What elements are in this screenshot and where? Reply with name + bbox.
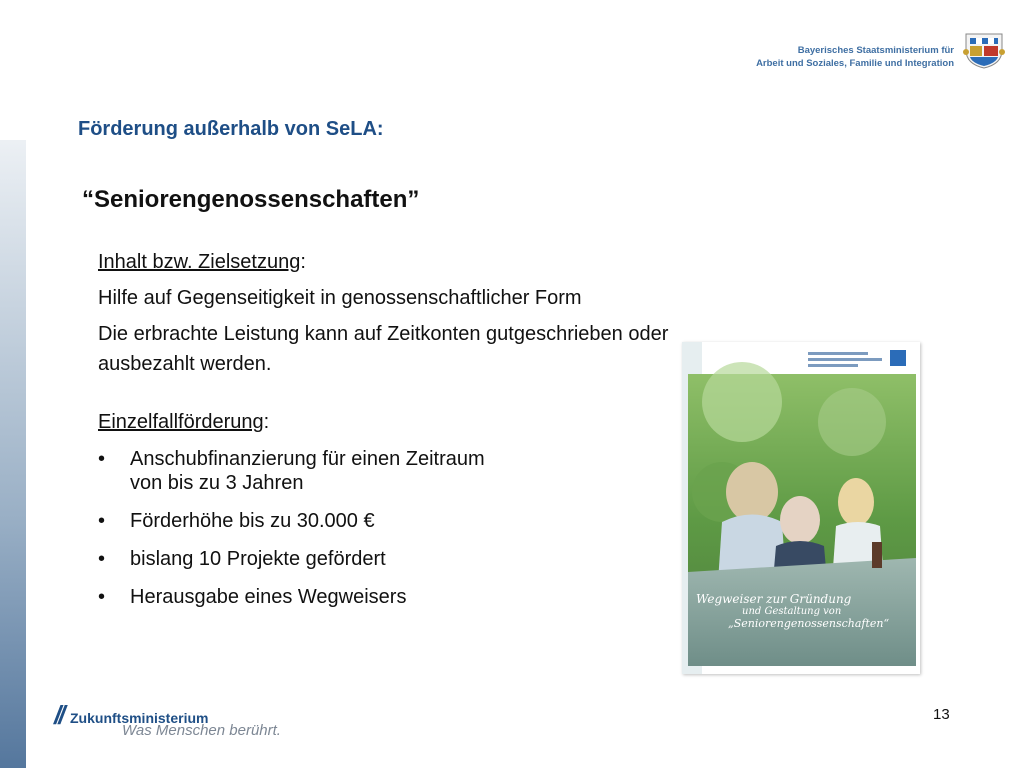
cover-title-line-1: Wegweiser zur Gründung — [696, 592, 852, 606]
list-item — [98, 585, 485, 609]
bullet-marker: • — [98, 548, 106, 570]
list-item — [98, 547, 485, 571]
page-number: 13 — [933, 706, 950, 723]
bullet-text: bislang 10 Projekte gefördert — [130, 548, 386, 570]
bavarian-coat-of-arms-icon — [962, 32, 1006, 70]
funding-bullet-list — [98, 447, 485, 623]
funding-heading — [98, 410, 269, 434]
ministry-line-1: Bayerisches Staatsministerium für — [797, 45, 954, 56]
goal-label-colon: : — [300, 251, 306, 273]
bullet-marker: • — [98, 510, 106, 532]
left-decorative-bar — [0, 140, 26, 768]
funding-label: Einzelfallförderung — [98, 411, 264, 433]
main-title: “Seniorengenossenschaften” — [82, 186, 420, 213]
brochure-cover-image — [682, 342, 920, 674]
bullet-text: Förderhöhe bis zu 30.000 € — [130, 510, 375, 532]
logo-slashes: // — [54, 700, 63, 730]
section-title: Förderung außerhalb von SeLA: — [78, 118, 384, 140]
list-item — [98, 447, 485, 495]
goal-heading — [98, 250, 306, 274]
list-item — [98, 509, 485, 533]
funding-label-colon: : — [263, 411, 270, 433]
cover-title-line-3: „Seniorengenossenschaften“ — [728, 617, 890, 630]
bullet-marker: • — [98, 448, 106, 470]
goal-line-1: Hilfe auf Gegenseitigkeit in genossenschaftlicher Form — [98, 287, 582, 309]
bullet-text-continuation: von bis zu 3 Jahren — [130, 472, 304, 494]
logo-name: Zukunftsministerium — [70, 710, 209, 726]
goal-label: Inhalt bzw. Zielsetzung — [98, 251, 301, 273]
bullet-text: Herausgabe eines Wegweisers — [130, 586, 407, 608]
bullet-marker: • — [98, 586, 106, 608]
goal-line-2a: Die erbrachte Leistung kann auf Zeitkonten gutgeschrieben oder — [98, 323, 669, 345]
bullet-text: Anschubfinanzierung für einen Zeitraum — [130, 448, 485, 470]
ministry-name — [756, 44, 954, 70]
goal-line-2b: ausbezahlt werden. — [98, 353, 272, 375]
ministry-line-2: Arbeit und Soziales, Familie und Integration — [756, 58, 954, 69]
cover-title — [696, 592, 916, 630]
logo-tagline: Was Menschen berührt. — [122, 722, 281, 739]
cover-title-line-2: und Gestaltung von — [742, 606, 842, 617]
